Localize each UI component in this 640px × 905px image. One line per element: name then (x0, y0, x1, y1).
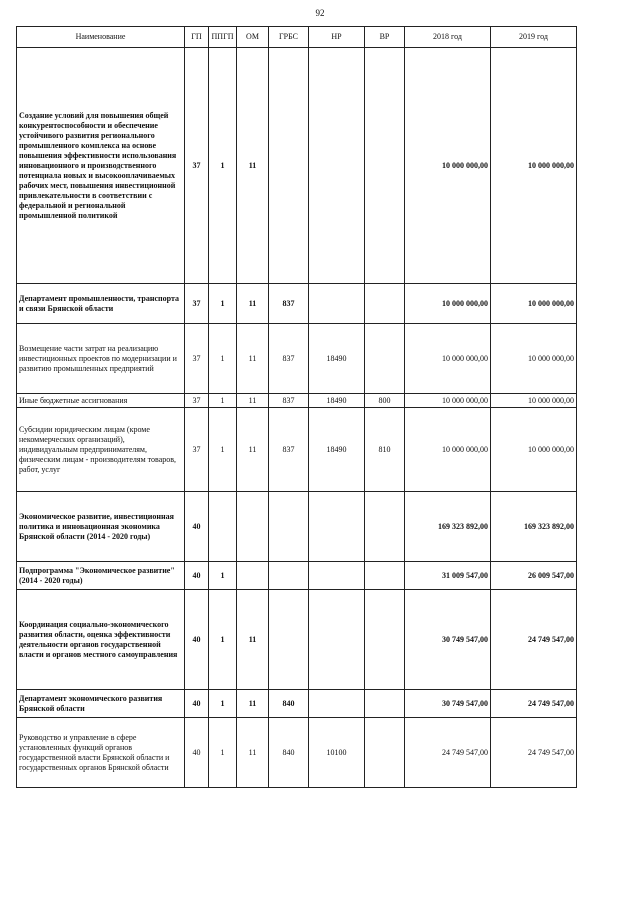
row-nr (309, 562, 365, 590)
column-header-grbs: ГРБС (269, 27, 309, 48)
row-om: 11 (237, 408, 269, 492)
row-2019: 10 000 000,00 (491, 284, 577, 324)
row-om (237, 562, 269, 590)
row-2018: 10 000 000,00 (405, 324, 491, 394)
row-ppgp: 1 (209, 590, 237, 690)
row-grbs: 840 (269, 690, 309, 718)
column-header-om: ОМ (237, 27, 269, 48)
row-name: Департамент промышленности, транспорта и связи Брянской области (17, 284, 185, 324)
row-vr (365, 690, 405, 718)
row-vr (365, 590, 405, 690)
row-ppgp: 1 (209, 408, 237, 492)
row-ppgp: 1 (209, 690, 237, 718)
row-gp: 37 (185, 284, 209, 324)
column-header-2019: 2019 год (491, 27, 577, 48)
row-ppgp: 1 (209, 284, 237, 324)
table-header-row (17, 27, 577, 48)
row-grbs: 837 (269, 284, 309, 324)
row-name: Субсидии юридическим лицам (кроме некоммерческих организаций), индивидуальным предпринимателям, физическим лицам - производителям товаров, работ, услуг (17, 408, 185, 492)
row-2019: 24 749 547,00 (491, 690, 577, 718)
row-grbs (269, 562, 309, 590)
row-grbs: 837 (269, 324, 309, 394)
row-name: Руководство и управление в сфере установленных функций органов государственной власти Брянской области и государственных органов Брянской области (17, 718, 185, 788)
row-2018: 10 000 000,00 (405, 408, 491, 492)
table-row (17, 590, 577, 690)
row-2019: 24 749 547,00 (491, 718, 577, 788)
column-header-gp: ГП (185, 27, 209, 48)
row-vr: 810 (365, 408, 405, 492)
row-name: Координация социально-экономического развития области, оценка эффективности деятельности органов государственной власти и органов местного самоуправления (17, 590, 185, 690)
row-vr (365, 492, 405, 562)
column-header-vr: ВР (365, 27, 405, 48)
table-row (17, 718, 577, 788)
row-gp: 37 (185, 324, 209, 394)
row-gp: 40 (185, 590, 209, 690)
row-name: Возмещение части затрат на реализацию инвестиционных проектов по модернизации и развитию промышленных предприятий (17, 324, 185, 394)
budget-table (16, 26, 577, 788)
page-number: 92 (315, 8, 325, 18)
row-gp: 40 (185, 690, 209, 718)
column-header-ppgp: ППГП (209, 27, 237, 48)
row-nr (309, 590, 365, 690)
row-ppgp (209, 492, 237, 562)
row-nr: 10100 (309, 718, 365, 788)
row-nr: 18490 (309, 394, 365, 408)
row-nr: 18490 (309, 324, 365, 394)
row-grbs (269, 590, 309, 690)
row-2018: 30 749 547,00 (405, 690, 491, 718)
table-row (17, 408, 577, 492)
row-2018: 169 323 892,00 (405, 492, 491, 562)
table-row (17, 690, 577, 718)
row-name: Создание условий для повышения общей конкурентоспособности и обеспечение устойчивого развития регионального промышленного комплекса на основе повышения эффективности использования инновационного и производственного потенциала новых и высокооплачиваемых рабочих мест, повышения инвестиционной привлекательности в соответствии с федеральной и региональной промышленной политикой (17, 48, 185, 284)
row-name: Иные бюджетные ассигнования (17, 394, 185, 408)
row-2019: 26 009 547,00 (491, 562, 577, 590)
row-vr (365, 562, 405, 590)
table-row (17, 284, 577, 324)
row-2019: 10 000 000,00 (491, 324, 577, 394)
row-2019: 10 000 000,00 (491, 48, 577, 284)
row-2018: 10 000 000,00 (405, 284, 491, 324)
row-2019: 24 749 547,00 (491, 590, 577, 690)
table-row (17, 324, 577, 394)
row-om: 11 (237, 324, 269, 394)
row-name: Подпрограмма "Экономическое развитие" (2014 - 2020 годы) (17, 562, 185, 590)
row-2018: 10 000 000,00 (405, 394, 491, 408)
column-header-nr: НР (309, 27, 365, 48)
row-2019: 10 000 000,00 (491, 408, 577, 492)
row-ppgp: 1 (209, 48, 237, 284)
row-name: Экономическое развитие, инвестиционная политика и инновационная экономика Брянской области (2014 - 2020 годы) (17, 492, 185, 562)
row-gp: 40 (185, 492, 209, 562)
row-ppgp: 1 (209, 394, 237, 408)
row-om: 11 (237, 690, 269, 718)
row-grbs (269, 48, 309, 284)
row-nr (309, 48, 365, 284)
row-vr (365, 284, 405, 324)
row-2018: 10 000 000,00 (405, 48, 491, 284)
row-ppgp: 1 (209, 718, 237, 788)
row-nr (309, 690, 365, 718)
row-2019: 10 000 000,00 (491, 394, 577, 408)
row-gp: 37 (185, 394, 209, 408)
row-vr: 800 (365, 394, 405, 408)
row-om: 11 (237, 394, 269, 408)
row-gp: 37 (185, 408, 209, 492)
row-grbs: 837 (269, 394, 309, 408)
row-2019: 169 323 892,00 (491, 492, 577, 562)
row-2018: 30 749 547,00 (405, 590, 491, 690)
row-om: 11 (237, 284, 269, 324)
row-nr (309, 284, 365, 324)
row-grbs: 840 (269, 718, 309, 788)
row-ppgp: 1 (209, 562, 237, 590)
row-nr: 18490 (309, 408, 365, 492)
row-name: Департамент экономического развития Брянской области (17, 690, 185, 718)
row-ppgp: 1 (209, 324, 237, 394)
table-row (17, 492, 577, 562)
row-om: 11 (237, 48, 269, 284)
row-grbs (269, 492, 309, 562)
column-header-name: Наименование (17, 27, 185, 48)
row-gp: 37 (185, 48, 209, 284)
row-vr (365, 324, 405, 394)
row-vr (365, 48, 405, 284)
row-nr (309, 492, 365, 562)
row-om (237, 492, 269, 562)
table-row (17, 48, 577, 284)
row-vr (365, 718, 405, 788)
row-om: 11 (237, 590, 269, 690)
row-gp: 40 (185, 718, 209, 788)
row-2018: 24 749 547,00 (405, 718, 491, 788)
row-om: 11 (237, 718, 269, 788)
row-2018: 31 009 547,00 (405, 562, 491, 590)
table-row (17, 394, 577, 408)
table-row (17, 562, 577, 590)
column-header-2018: 2018 год (405, 27, 491, 48)
row-gp: 40 (185, 562, 209, 590)
row-grbs: 837 (269, 408, 309, 492)
